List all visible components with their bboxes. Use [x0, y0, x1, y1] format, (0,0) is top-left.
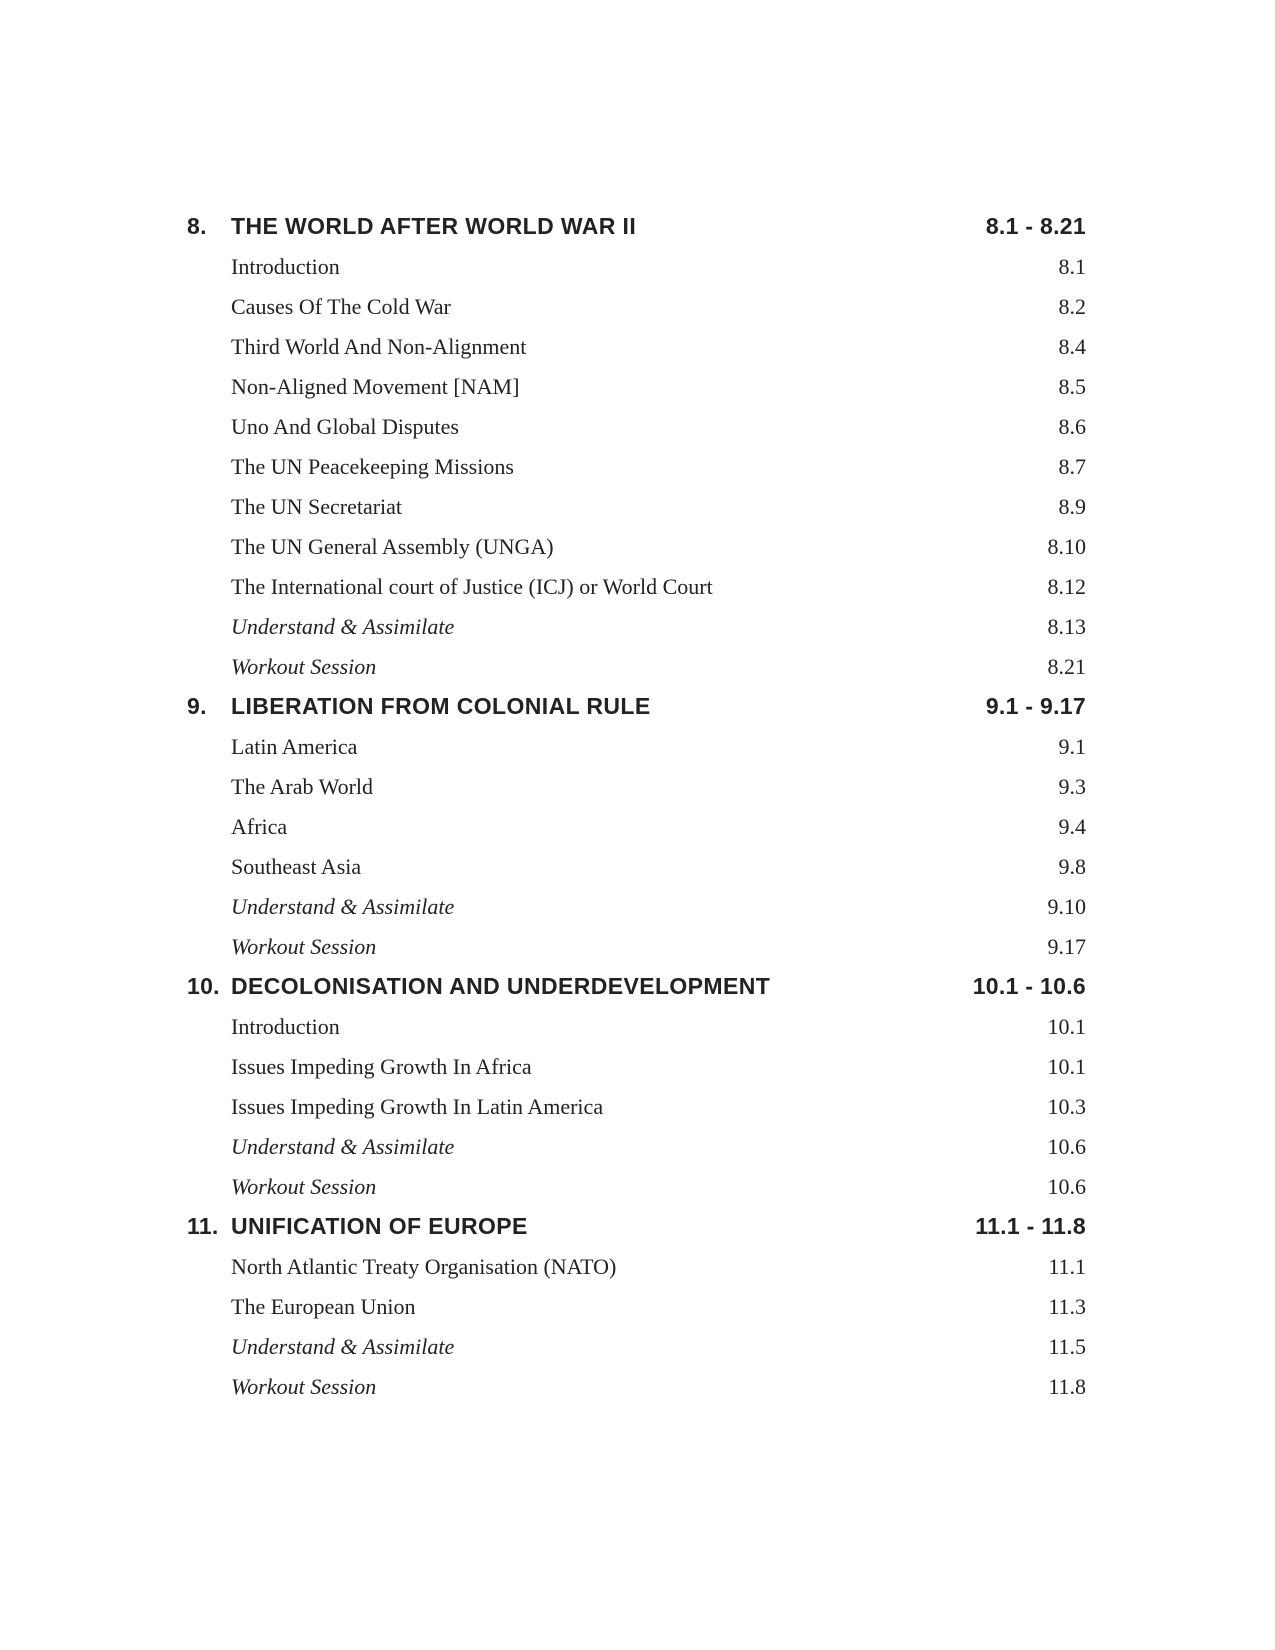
- entry-title: Issues Impeding Growth In Latin America: [231, 1094, 604, 1119]
- entry-page: 9.10: [1047, 894, 1086, 919]
- toc-entry[interactable]: [0, 1249, 1275, 1289]
- chapter-number: 10.: [187, 973, 220, 999]
- entry-page: 10.6: [1047, 1134, 1086, 1159]
- entry-title: The UN Peacekeeping Missions: [231, 454, 514, 479]
- chapter-number: 8.: [187, 213, 207, 239]
- toc-entry[interactable]: [0, 1169, 1275, 1209]
- chapter-title: LIBERATION FROM COLONIAL RULE: [231, 693, 651, 719]
- entry-title: Workout Session: [231, 1374, 377, 1399]
- toc-entry[interactable]: [0, 449, 1275, 489]
- entry-title: Latin America: [231, 734, 358, 759]
- toc-entry[interactable]: [0, 1369, 1275, 1409]
- chapter-page-range: 10.1 - 10.6: [972, 973, 1086, 999]
- entry-title: North Atlantic Treaty Organisation (NATO): [231, 1254, 617, 1279]
- entry-title: Understand & Assimilate: [231, 1134, 455, 1159]
- entry-page: 11.5: [1048, 1334, 1086, 1359]
- entry-title: The UN Secretariat: [231, 494, 403, 519]
- chapter-title: UNIFICATION OF EUROPE: [231, 1213, 528, 1239]
- toc-entry[interactable]: [0, 649, 1275, 689]
- entry-title: Causes Of The Cold War: [231, 294, 451, 319]
- toc-entry[interactable]: [0, 809, 1275, 849]
- entry-title: The Arab World: [231, 774, 374, 799]
- entry-title: Uno And Global Disputes: [231, 414, 459, 439]
- chapter-heading[interactable]: [0, 1209, 1275, 1249]
- entry-page: 9.17: [1047, 934, 1086, 959]
- toc-entry[interactable]: [0, 409, 1275, 449]
- toc-entry[interactable]: [0, 369, 1275, 409]
- entry-page: 9.8: [1058, 854, 1086, 879]
- entry-page: 9.3: [1058, 774, 1086, 799]
- entry-title: Introduction: [231, 254, 340, 279]
- entry-page: 8.2: [1058, 294, 1086, 319]
- entry-page: 10.3: [1047, 1094, 1086, 1119]
- toc-entry[interactable]: [0, 1009, 1275, 1049]
- entry-title: Africa: [231, 814, 288, 839]
- entry-page: 9.4: [1058, 814, 1086, 839]
- chapter-heading[interactable]: [0, 209, 1275, 249]
- entry-title: Understand & Assimilate: [231, 894, 455, 919]
- entry-page: 8.21: [1047, 654, 1086, 679]
- entry-page: 10.1: [1047, 1054, 1086, 1079]
- entry-page: 8.5: [1058, 374, 1086, 399]
- chapter-page-range: 8.1 - 8.21: [985, 213, 1086, 239]
- entry-title: Southeast Asia: [231, 854, 362, 879]
- toc-entry[interactable]: [0, 729, 1275, 769]
- toc-entry[interactable]: [0, 1329, 1275, 1369]
- entry-title: Workout Session: [231, 654, 377, 679]
- chapter-number: 9.: [187, 693, 207, 719]
- entry-page: 8.10: [1047, 534, 1086, 559]
- chapter-number: 11.: [187, 1213, 219, 1239]
- entry-title: Understand & Assimilate: [231, 1334, 455, 1359]
- toc-entry[interactable]: [0, 529, 1275, 569]
- entry-page: 8.12: [1047, 574, 1086, 599]
- entry-page: 10.6: [1047, 1174, 1086, 1199]
- toc-entry[interactable]: [0, 929, 1275, 969]
- entry-title: The European Union: [231, 1294, 416, 1319]
- toc-entry[interactable]: [0, 1129, 1275, 1169]
- entry-page: 8.6: [1058, 414, 1086, 439]
- entry-title: The International court of Justice (ICJ) or World Court: [231, 574, 713, 599]
- toc-entry[interactable]: [0, 489, 1275, 529]
- entry-page: 10.1: [1047, 1014, 1086, 1039]
- chapter-heading[interactable]: [0, 969, 1275, 1009]
- entry-title: The UN General Assembly (UNGA): [231, 534, 554, 559]
- entry-title: Workout Session: [231, 1174, 377, 1199]
- entry-title: Non-Aligned Movement [NAM]: [231, 374, 520, 399]
- toc-entry[interactable]: [0, 569, 1275, 609]
- entry-title: Workout Session: [231, 934, 377, 959]
- entry-page: 8.7: [1058, 454, 1086, 479]
- entry-page: 9.1: [1058, 734, 1086, 759]
- toc-entry[interactable]: [0, 769, 1275, 809]
- entry-page: 8.9: [1058, 494, 1086, 519]
- toc-entry[interactable]: [0, 1049, 1275, 1089]
- entry-title: Understand & Assimilate: [231, 614, 455, 639]
- toc-entry[interactable]: [0, 889, 1275, 929]
- entry-page: 8.13: [1047, 614, 1086, 639]
- chapter-page-range: 11.1 - 11.8: [975, 1213, 1086, 1239]
- table-of-contents: [0, 209, 1275, 1409]
- entry-page: 8.4: [1058, 334, 1086, 359]
- entry-page: 11.3: [1048, 1294, 1086, 1319]
- toc-entry[interactable]: [0, 329, 1275, 369]
- chapter-heading[interactable]: [0, 689, 1275, 729]
- entry-page: 11.8: [1048, 1374, 1086, 1399]
- toc-entry[interactable]: [0, 1289, 1275, 1329]
- chapter-title: THE WORLD AFTER WORLD WAR II: [231, 213, 637, 239]
- chapter-page-range: 9.1 - 9.17: [985, 693, 1086, 719]
- entry-page: 11.1: [1048, 1254, 1086, 1279]
- chapter-title: DECOLONISATION AND UNDERDEVELOPMENT: [231, 973, 771, 999]
- toc-entry[interactable]: [0, 289, 1275, 329]
- toc-entry[interactable]: [0, 849, 1275, 889]
- toc-entry[interactable]: [0, 249, 1275, 289]
- toc-entry[interactable]: [0, 609, 1275, 649]
- entry-title: Issues Impeding Growth In Africa: [231, 1054, 532, 1079]
- entry-page: 8.1: [1058, 254, 1086, 279]
- entry-title: Introduction: [231, 1014, 340, 1039]
- entry-title: Third World And Non-Alignment: [231, 334, 527, 359]
- toc-entry[interactable]: [0, 1089, 1275, 1129]
